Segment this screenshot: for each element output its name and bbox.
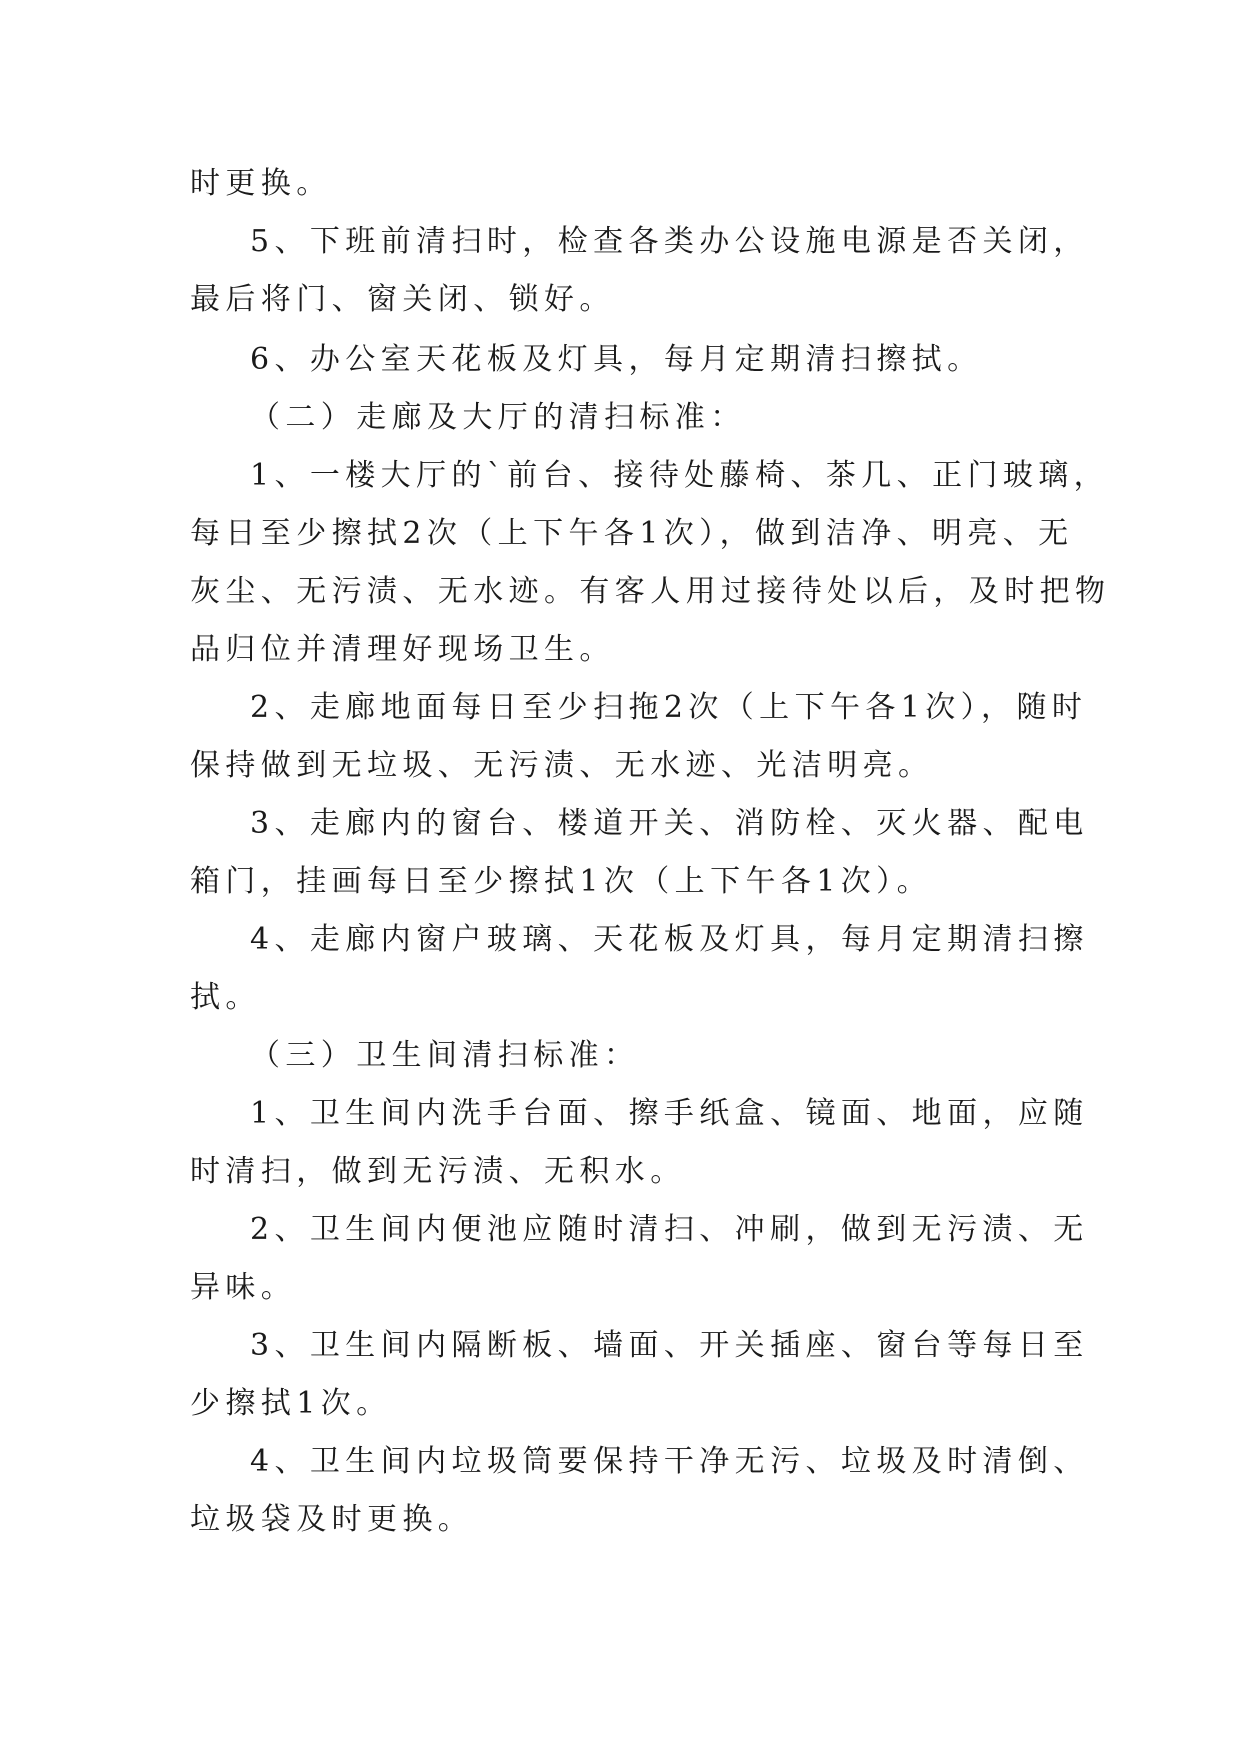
text-line: 品归位并清理好现场卫生。: [190, 632, 615, 667]
text-line: 拭。: [190, 980, 261, 1015]
text-line: 2、卫生间内便池应随时清扫、冲刷，做到无污渍、无: [250, 1212, 1089, 1247]
text-line: 5、下班前清扫时，检查各类办公设施电源是否关闭，: [250, 224, 1089, 259]
text-line: 4、走廊内窗户玻璃、天花板及灯具，每月定期清扫擦: [250, 922, 1089, 957]
text-line: 箱门，挂画每日至少擦拭1次（上下午各1次）。: [190, 864, 932, 899]
text-line: 1、一楼大厅的`前台、接待处藤椅、茶几、正门玻璃，: [250, 458, 1110, 493]
text-line: 1、卫生间内洗手台面、擦手纸盒、镜面、地面，应随: [250, 1096, 1089, 1131]
text-line: 时更换。: [190, 166, 332, 201]
text-line: 少擦拭1次。: [190, 1386, 392, 1421]
text-line: 灰尘、无污渍、无水迹。有客人用过接待处以后，及时把物: [190, 574, 1111, 609]
text-line: 6、办公室天花板及灯具，每月定期清扫擦拭。: [250, 342, 983, 377]
text-line: 3、卫生间内隔断板、墙面、开关插座、窗台等每日至: [250, 1328, 1089, 1363]
text-line: 异味。: [190, 1270, 297, 1305]
text-line: 时清扫，做到无污渍、无积水。: [190, 1154, 686, 1189]
text-line: 4、卫生间内垃圾筒要保持干净无污、垃圾及时清倒、: [250, 1444, 1089, 1479]
text-line: 垃圾袋及时更换。: [190, 1502, 474, 1537]
text-line: 3、走廊内的窗台、楼道开关、消防栓、灭火器、配电: [250, 806, 1089, 841]
text-line: 每日至少擦拭2次（上下午各1次），做到洁净、明亮、无: [190, 516, 1074, 551]
section-heading: （三）卫生间清扫标准：: [250, 1038, 640, 1073]
text-line: 2、走廊地面每日至少扫拖2次（上下午各1次），随时: [250, 690, 1088, 725]
text-line: 保持做到无垃圾、无污渍、无水迹、光洁明亮。: [190, 748, 934, 783]
section-heading: （二）走廊及大厅的清扫标准：: [250, 400, 746, 435]
text-line: 最后将门、窗关闭、锁好。: [190, 282, 615, 317]
